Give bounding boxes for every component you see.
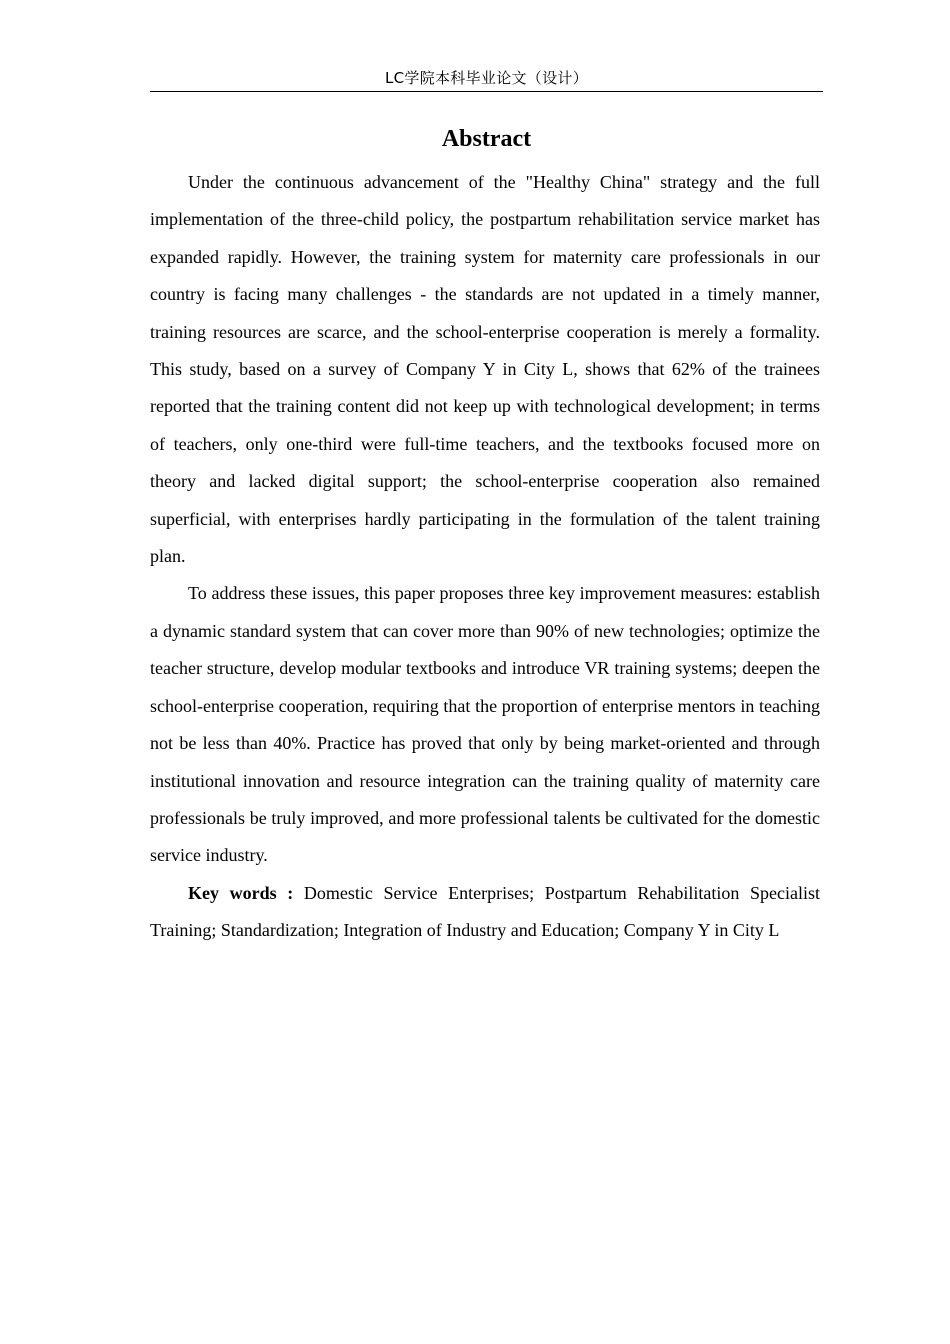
keywords-paragraph [150,875,820,950]
abstract-paragraph: To address these issues, this paper proposes three key improvement measures: establish a dynamic standard system that can cover more than 90% of new technologies; optimize the teacher structure, develop modular textbooks and introduce VR training systems; deepen the school-enterprise cooperation, requiring that the proportion of enterprise mentors in teaching not be less than 40%. Practice has proved that only by being market-oriented and through institutional innovation and resource integration can the training quality of maternity care professionals be truly improved, and more professional talents be cultivated for the domestic service industry. [150,583,820,866]
abstract-title: Abstract [441,126,532,152]
abstract-body [150,164,820,950]
keywords-text: Domestic Service Enterprises; Postpartum Rehabilitation Specialist Training; Standardization; Integration of Industry and Education; Company Y in City L [150,882,820,941]
abstract-paragraph: Under the continuous advancement of the "Healthy China" strategy and the full implementation of the three-child policy, the postpartum rehabilitation service market has expanded rapidly. However, the training system for maternity care professionals in our country is facing many challenges - the standards are not updated in a timely manner, training resources are scarce, and the school-enterprise cooperation is merely a formality. This study, based on a survey of Company Y in City L, shows that 62% of the trainees reported that the training content did not keep up with technological development; in terms of teachers, only one-third were full-time teachers, and the textbooks focused more on theory and lacked digital support; the school-enterprise cooperation also remained superficial, with enterprises hardly participating in the formulation of the talent training plan. [150,172,820,567]
header-rule [150,91,823,92]
running-header: LC学院本科毕业论文（设计） [384,69,589,87]
keywords-label: Key words : [188,882,294,903]
